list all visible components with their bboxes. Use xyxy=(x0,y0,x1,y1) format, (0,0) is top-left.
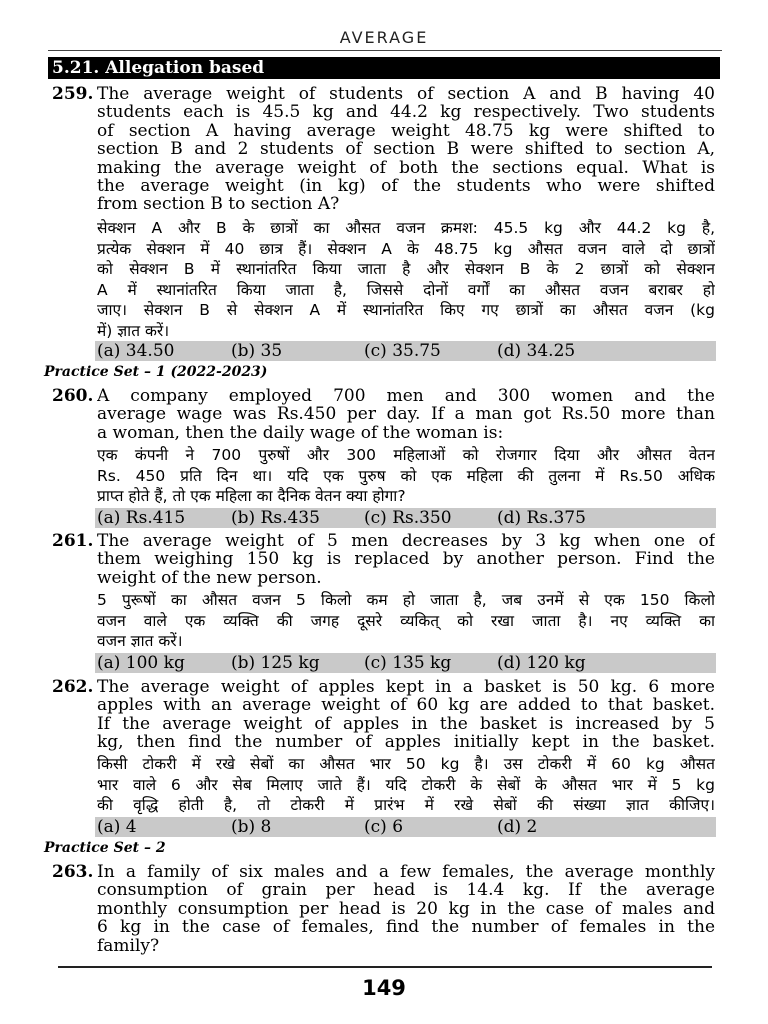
english-text-line: consumption of grain per head is 14.4 kg. If the average xyxy=(97,880,715,901)
option-d: (d) 120 kg xyxy=(497,653,586,673)
english-text-line: family? xyxy=(97,935,160,956)
hindi-text-line: सेक्शन A और B के छात्रों का औसत वजन क्रमश: 45.5 kg और 44.2 kg है, xyxy=(97,219,715,237)
english-text-line: weight of the new person. xyxy=(97,567,322,588)
option-d: (d) Rs.375 xyxy=(497,508,586,528)
english-text-line: The average weight of 5 men decreases by 3 kg when one of xyxy=(97,531,715,551)
options-bar xyxy=(95,341,716,361)
option-b: (b) Rs.435 xyxy=(231,508,320,528)
options-bar xyxy=(95,653,716,673)
page-number: 149 xyxy=(362,976,406,1000)
question-number: 260. xyxy=(52,386,94,406)
header-rule xyxy=(48,50,722,51)
english-text-line: making the average weight of both the sections equal. What is xyxy=(97,157,715,178)
question-text-hindi xyxy=(97,218,715,342)
option-c: (c) 35.75 xyxy=(364,341,441,361)
english-text-line: from section B to section A? xyxy=(97,194,340,215)
question-text-hindi xyxy=(97,590,715,652)
hindi-text-line: की वृद्धि होती है, तो टोकरी में प्रारंभ में रखे सेबों की संख्या ज्ञात कीजिए। xyxy=(97,796,715,815)
hindi-text-line: A में स्थानांतरित किया जाता है, जिससे दोनों वर्गों का औसत वजन बराबर हो xyxy=(97,280,715,299)
question-text-english xyxy=(97,678,715,752)
english-text-line: monthly consumption per head is 20 kg in the case of males and xyxy=(97,898,715,919)
section-title: 5.21. Allegation based xyxy=(52,58,265,78)
hindi-text-line: 5 पुरूषों का औसत वजन 5 किलो कम हो जाता है, जब उनमें से एक 150 किलो xyxy=(97,591,715,609)
question-text-english xyxy=(97,85,715,214)
english-text-line: of section A having average weight 48.75 kg were shifted to xyxy=(97,120,715,141)
english-text-line: The average weight of apples kept in a basket is 50 kg. 6 more xyxy=(97,677,715,697)
hindi-text-line: किसी टोकरी में रखे सेबों का औसत भार 50 kg है। उस टोकरी में 60 kg औसत xyxy=(97,755,715,773)
english-text-line: 6 kg in the case of females, find the number of females in the xyxy=(97,917,715,938)
question-text-english xyxy=(97,387,715,442)
running-header: AVERAGE xyxy=(339,28,429,47)
english-text-line: apples with an average weight of 60 kg are added to that basket. xyxy=(97,695,715,716)
english-text-line: A company employed 700 men and 300 women and the xyxy=(97,386,715,406)
hindi-text-line: प्राप्त होते हैं, तो एक महिला का दैनिक वेतन क्या होगा? xyxy=(97,487,406,506)
english-text-line: If the average weight of apples in the basket is increased by 5 xyxy=(97,713,715,734)
option-c: (c) 135 kg xyxy=(364,653,452,673)
question-number: 259. xyxy=(52,84,94,104)
english-text-line: them weighing 150 kg is replaced by another person. Find the xyxy=(97,549,715,570)
english-text-line: section B and 2 students of section B were shifted to section A, xyxy=(97,139,715,160)
option-a: (a) 4 xyxy=(97,817,137,837)
option-d: (d) 34.25 xyxy=(497,341,576,361)
question-text-hindi xyxy=(97,754,715,816)
option-b: (b) 125 kg xyxy=(231,653,320,673)
question-text-hindi xyxy=(97,445,715,507)
hindi-text-line: भार वाले 6 और सेब मिलाए जाते हैं। यदि टोकरी के सेबों के औसत भार में 5 kg xyxy=(97,775,715,794)
english-text-line: kg, then find the number of apples initially kept in the basket. xyxy=(97,732,715,753)
option-a: (a) Rs.415 xyxy=(97,508,186,528)
question-number: 262. xyxy=(52,677,94,697)
hindi-text-line: को सेक्शन B में स्थानांतरित किया जाता है और सेक्शन B के 2 छात्रों को सेक्शन xyxy=(97,260,715,279)
option-b: (b) 8 xyxy=(231,817,272,837)
hindi-text-line: वजन ज्ञात करें। xyxy=(97,632,183,651)
english-text-line: The average weight of students of section A and B having 40 xyxy=(97,84,715,104)
question-number: 261. xyxy=(52,531,94,551)
hindi-text-line: जाए। सेक्शन B से सेक्शन A में स्थानांतरित किए गए छात्रों का औसत वजन (kg xyxy=(97,301,715,320)
options-bar xyxy=(95,817,716,837)
option-c: (c) Rs.350 xyxy=(364,508,452,528)
section-heading-bar xyxy=(48,57,720,79)
english-text-line: In a family of six males and a few females, the average monthly xyxy=(97,862,715,882)
option-a: (a) 100 kg xyxy=(97,653,185,673)
english-text-line: a woman, then the daily wage of the woman is: xyxy=(97,422,504,443)
options-bar xyxy=(95,508,716,528)
hindi-text-line: एक कंपनी ने 700 पुरुषों और 300 महिलाओं को रोजगार दिया और औसत वेतन xyxy=(97,446,715,464)
option-b: (b) 35 xyxy=(231,341,283,361)
hindi-text-line: वजन वाले एक व्यक्ति की जगह दूसरे व्यकित् को रखा जाता है। नए व्यक्ति का xyxy=(97,611,715,630)
option-a: (a) 34.50 xyxy=(97,341,175,361)
english-text-line: average wage was Rs.450 per day. If a man got Rs.50 more than xyxy=(97,404,715,425)
question-text-english xyxy=(97,532,715,587)
question-source: Practice Set – 2 xyxy=(44,840,166,856)
question-text-english xyxy=(97,863,715,955)
option-d: (d) 2 xyxy=(497,817,538,837)
question-source: Practice Set – 1 (2022-2023) xyxy=(44,364,268,380)
footer-rule xyxy=(58,966,712,968)
hindi-text-line: में) ज्ञात करें। xyxy=(97,321,170,340)
question-number: 263. xyxy=(52,862,94,882)
hindi-text-line: Rs. 450 प्रति दिन था। यदि एक पुरुष को एक महिला की तुलना में Rs.50 अधिक xyxy=(97,466,715,485)
hindi-text-line: प्रत्येक सेक्शन में 40 छात्र हैं। सेक्शन A के 48.75 kg औसत वजन वाले दो छात्रों xyxy=(97,239,715,258)
english-text-line: students each is 45.5 kg and 44.2 kg respectively. Two students xyxy=(97,102,715,123)
option-c: (c) 6 xyxy=(364,817,404,837)
english-text-line: the average weight (in kg) of the students who were shifted xyxy=(97,175,715,196)
